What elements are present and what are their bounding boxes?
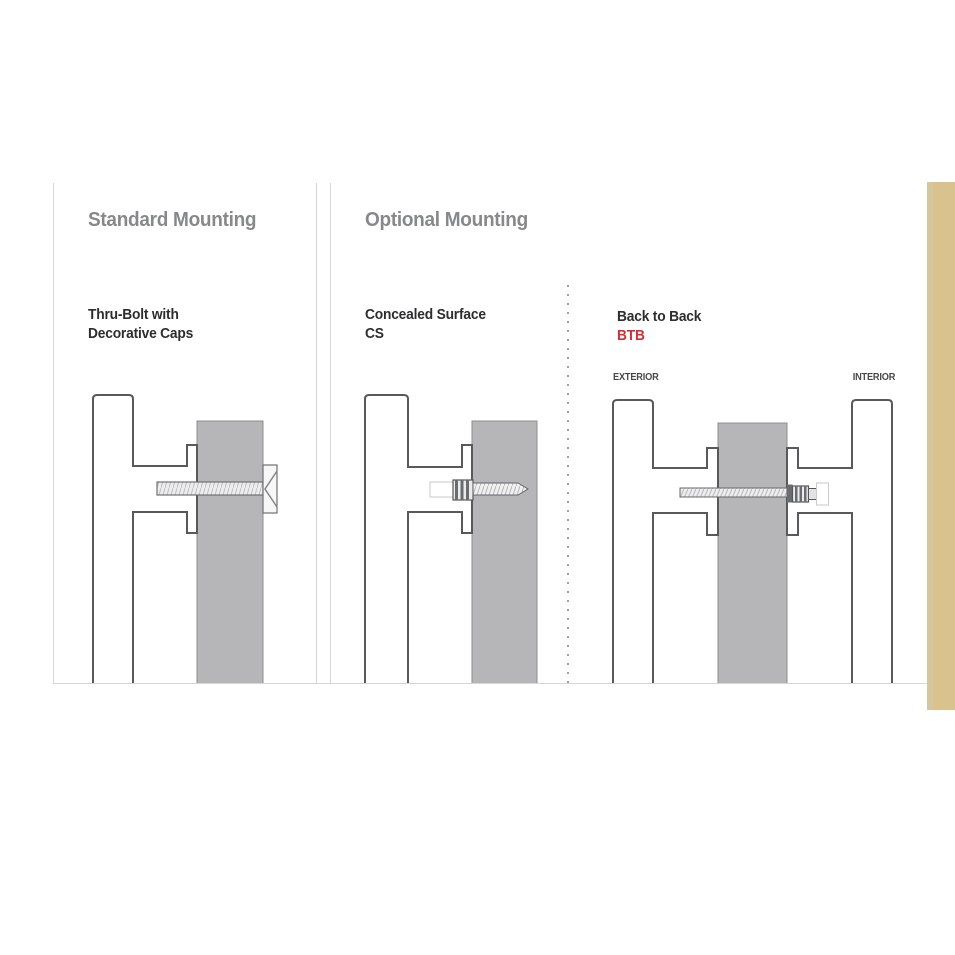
thru-bolt-label-line2: Decorative Caps bbox=[88, 326, 194, 342]
optional-mounting-title: Optional Mounting bbox=[365, 209, 528, 231]
mounting-nut-groove bbox=[795, 486, 798, 502]
accent-bar bbox=[927, 182, 955, 710]
interior-label: INTERIOR bbox=[852, 372, 896, 383]
back-to-back-code: BTB bbox=[617, 328, 645, 344]
exterior-pull-handle-profile bbox=[613, 400, 718, 683]
glass-panel bbox=[197, 421, 263, 683]
back-to-back-diagram bbox=[568, 390, 927, 683]
mounting-nut-groove bbox=[804, 486, 807, 502]
concealed-surface-diagram bbox=[328, 390, 568, 683]
glass-panel bbox=[472, 421, 537, 683]
thru-bolt bbox=[157, 482, 263, 495]
concealed-screw-shank bbox=[473, 483, 528, 495]
exterior-label: EXTERIOR bbox=[613, 372, 659, 383]
concealed-surface-label bbox=[365, 306, 486, 344]
washer bbox=[787, 485, 793, 503]
screw-collar-groove bbox=[461, 480, 464, 500]
content-bottom-border bbox=[53, 683, 927, 684]
standard-mounting-title: Standard Mounting bbox=[88, 209, 257, 231]
threaded-rod bbox=[680, 488, 787, 497]
glass-panel bbox=[718, 423, 787, 683]
concealed-surface-code: CS bbox=[365, 326, 384, 342]
screw-collar-groove bbox=[466, 480, 469, 500]
mounting-nut-groove bbox=[800, 486, 803, 502]
thru-bolt-diagram bbox=[53, 390, 313, 683]
rod-end-fitting bbox=[809, 489, 817, 500]
back-to-back-label bbox=[617, 308, 701, 346]
back-to-back-name: Back to Back bbox=[617, 309, 702, 325]
thru-bolt-label-line1: Thru-Bolt with bbox=[88, 307, 179, 323]
screw-collar-groove bbox=[455, 480, 458, 500]
standard-section-right-border bbox=[316, 183, 317, 683]
interior-pull-handle-profile bbox=[787, 400, 892, 683]
concealed-surface-name: Concealed Surface bbox=[365, 307, 486, 323]
pull-handle-profile bbox=[93, 395, 197, 683]
thru-bolt-label bbox=[88, 306, 193, 344]
pull-handle-profile bbox=[365, 395, 472, 683]
